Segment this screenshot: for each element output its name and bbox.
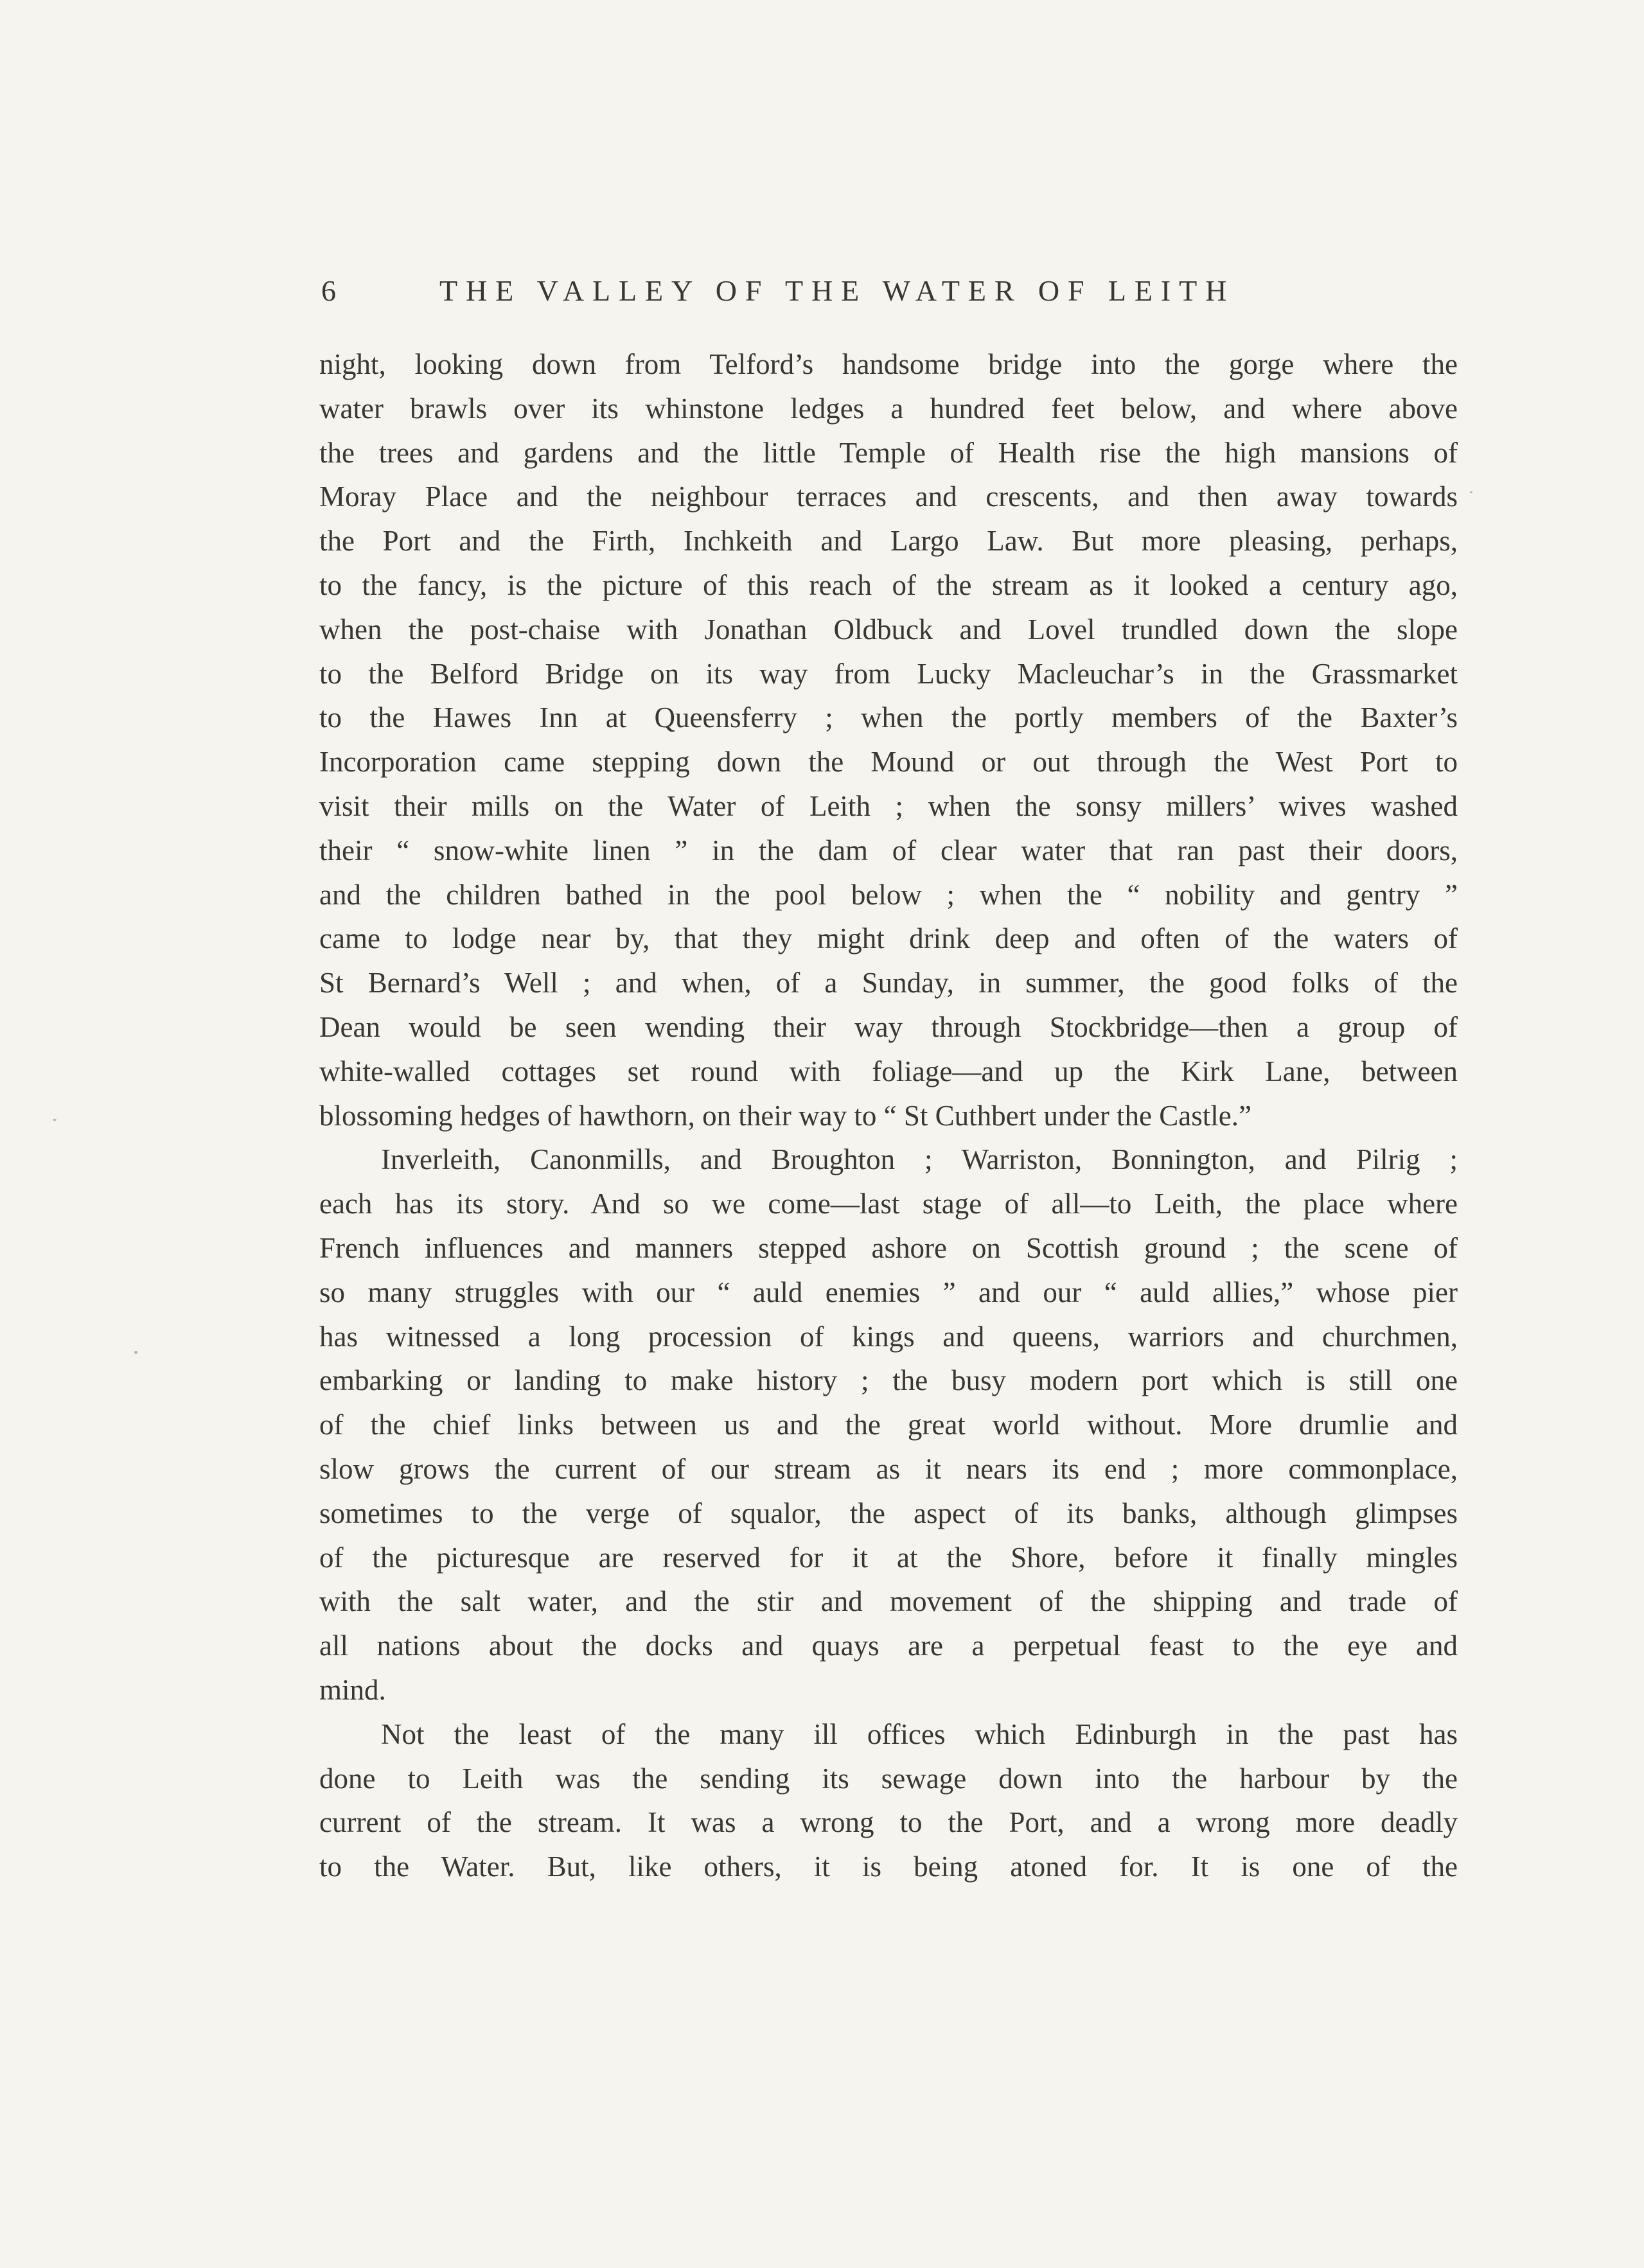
text-line: blossoming hedges of hawthorn, on their way to “ St Cuthbert under the Castle.” xyxy=(319,1099,1251,1132)
paper-speck xyxy=(134,1351,137,1354)
text-line: all nations about the docks and quays are a perpetual feast to the eye and xyxy=(319,1630,1458,1662)
body-text xyxy=(319,342,1458,1889)
text-line: of the picturesque are reserved for it at the Shore, before it finally mingles xyxy=(319,1541,1458,1574)
text-line: to the Belford Bridge on its way from Lucky Macleuchar’s in the Grassmarket xyxy=(319,657,1458,690)
text-line: water brawls over its whinstone ledges a hundred feet below, and where above xyxy=(319,392,1458,425)
text-line: St Bernard’s Well ; and when, of a Sunday, in summer, the good folks of the xyxy=(319,967,1458,999)
text-line: slow grows the current of our stream as it nears its end ; more commonplace, xyxy=(319,1452,1458,1485)
running-title: THE VALLEY OF THE WATER OF LEITH xyxy=(439,274,1235,307)
page-number: 6 xyxy=(321,274,336,307)
text-line: night, looking down from Telford’s handsome bridge into the gorge where the xyxy=(319,348,1458,380)
text-line: visit their mills on the Water of Leith ; when the sonsy millers’ wives washed xyxy=(319,789,1458,822)
text-line: the trees and gardens and the little Temple of Health rise the high mansions of xyxy=(319,436,1458,469)
text-line: has witnessed a long procession of kings and queens, warriors and churchmen, xyxy=(319,1320,1458,1353)
text-line: current of the stream. It was a wrong to the Port, and a wrong more deadly xyxy=(319,1806,1458,1839)
text-line: done to Leith was the sending its sewage down into the harbour by the xyxy=(319,1762,1458,1795)
text-line: came to lodge near by, that they might drink deep and often of the waters of xyxy=(319,922,1458,955)
text-line: Inverleith, Canonmills, and Broughton ; Warriston, Bonnington, and Pilrig ; xyxy=(381,1143,1458,1176)
text-line: so many struggles with our “ auld enemies ” and our “ auld allies,” whose pier xyxy=(319,1276,1458,1308)
paper-speck xyxy=(53,1119,57,1121)
text-line: white-walled cottages set round with foliage—and up the Kirk Lane, between xyxy=(319,1055,1458,1087)
text-line: Not the least of the many ill offices which Edinburgh in the past has xyxy=(381,1718,1458,1750)
text-line: mind. xyxy=(319,1673,386,1706)
text-line: embarking or landing to make history ; the busy modern port which is still one xyxy=(319,1364,1458,1397)
text-line: Incorporation came stepping down the Mound or out through the West Port to xyxy=(319,746,1458,778)
text-line: sometimes to the verge of squalor, the aspect of its banks, although glimpses xyxy=(319,1497,1458,1529)
text-line: when the post-chaise with Jonathan Oldbuck and Lovel trundled down the slope xyxy=(319,613,1458,646)
text-line: their “ snow-white linen ” in the dam of clear water that ran past their doors, xyxy=(319,834,1458,866)
text-line: each has its story. And so we come—last stage of all—to Leith, the place where xyxy=(319,1188,1458,1220)
text-line: Moray Place and the neighbour terraces and crescents, and then away towards xyxy=(319,480,1458,513)
text-line: and the children bathed in the pool below ; when the “ nobility and gentry ” xyxy=(319,878,1458,911)
running-head xyxy=(321,268,1343,313)
text-line: to the Hawes Inn at Queensferry ; when the portly members of the Baxter’s xyxy=(319,701,1458,734)
text-line: French influences and manners stepped ashore on Scottish ground ; the scene of xyxy=(319,1231,1458,1264)
text-line: to the fancy, is the picture of this reach of the stream as it looked a century ago, xyxy=(319,568,1458,601)
text-line: the Port and the Firth, Inchkeith and Largo Law. But more pleasing, perhaps, xyxy=(319,525,1458,558)
text-line: of the chief links between us and the great world without. More drumlie and xyxy=(319,1409,1458,1441)
text-line: Dean would be seen wending their way through Stockbridge—then a group of xyxy=(319,1010,1458,1043)
paper-speck xyxy=(1470,491,1472,493)
text-line: to the Water. But, like others, it is being atoned for. It is one of the xyxy=(319,1850,1458,1883)
text-line: with the salt water, and the stir and movement of the shipping and trade of xyxy=(319,1585,1458,1618)
